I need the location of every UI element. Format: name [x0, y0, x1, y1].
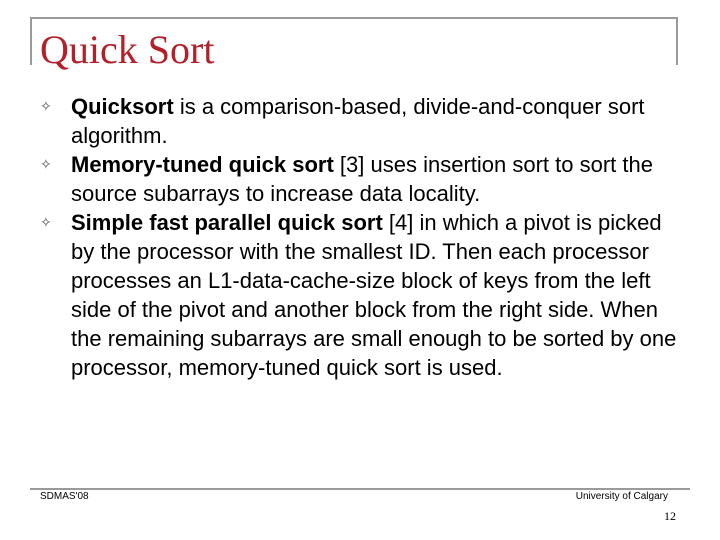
diamond-arrow-bullet-icon: ✧	[40, 214, 52, 230]
title-frame-right-line	[676, 17, 678, 65]
bullet-text: [4] in which a pivot is picked by the processor with the smallest ID. Then each processor processes an L1-data-cache-size block of keys from the left side of the pivot and another block from the right side. When the remaining subarrays are small enough to be sorted by one processor, memory-tuned quick sort is used.	[71, 210, 677, 380]
diamond-arrow-bullet-icon: ✧	[40, 98, 52, 114]
bullet-item	[40, 150, 690, 208]
bullet-text: is a comparison-based, divide-and-conquer sort algorithm.	[71, 94, 645, 148]
footer-conference: SDMAS'08	[40, 491, 89, 502]
title-frame-left-line	[30, 17, 32, 65]
footer-institution: University of Calgary	[575, 491, 668, 502]
bullet-term: Memory-tuned quick sort	[71, 152, 334, 177]
bullet-list	[40, 92, 690, 382]
bullet-term: Simple fast parallel quick sort	[71, 210, 383, 235]
slide-title: Quick Sort	[40, 27, 215, 72]
bullet-item	[40, 208, 690, 382]
bullet-term: Quicksort	[71, 94, 174, 119]
page-number: 12	[664, 509, 676, 523]
bullet-item	[40, 92, 690, 150]
bullet-text: [3] uses insertion sort to sort the source subarrays to increase data locality.	[71, 152, 653, 206]
diamond-arrow-bullet-icon: ✧	[40, 156, 52, 172]
title-frame-top-line	[30, 17, 678, 19]
